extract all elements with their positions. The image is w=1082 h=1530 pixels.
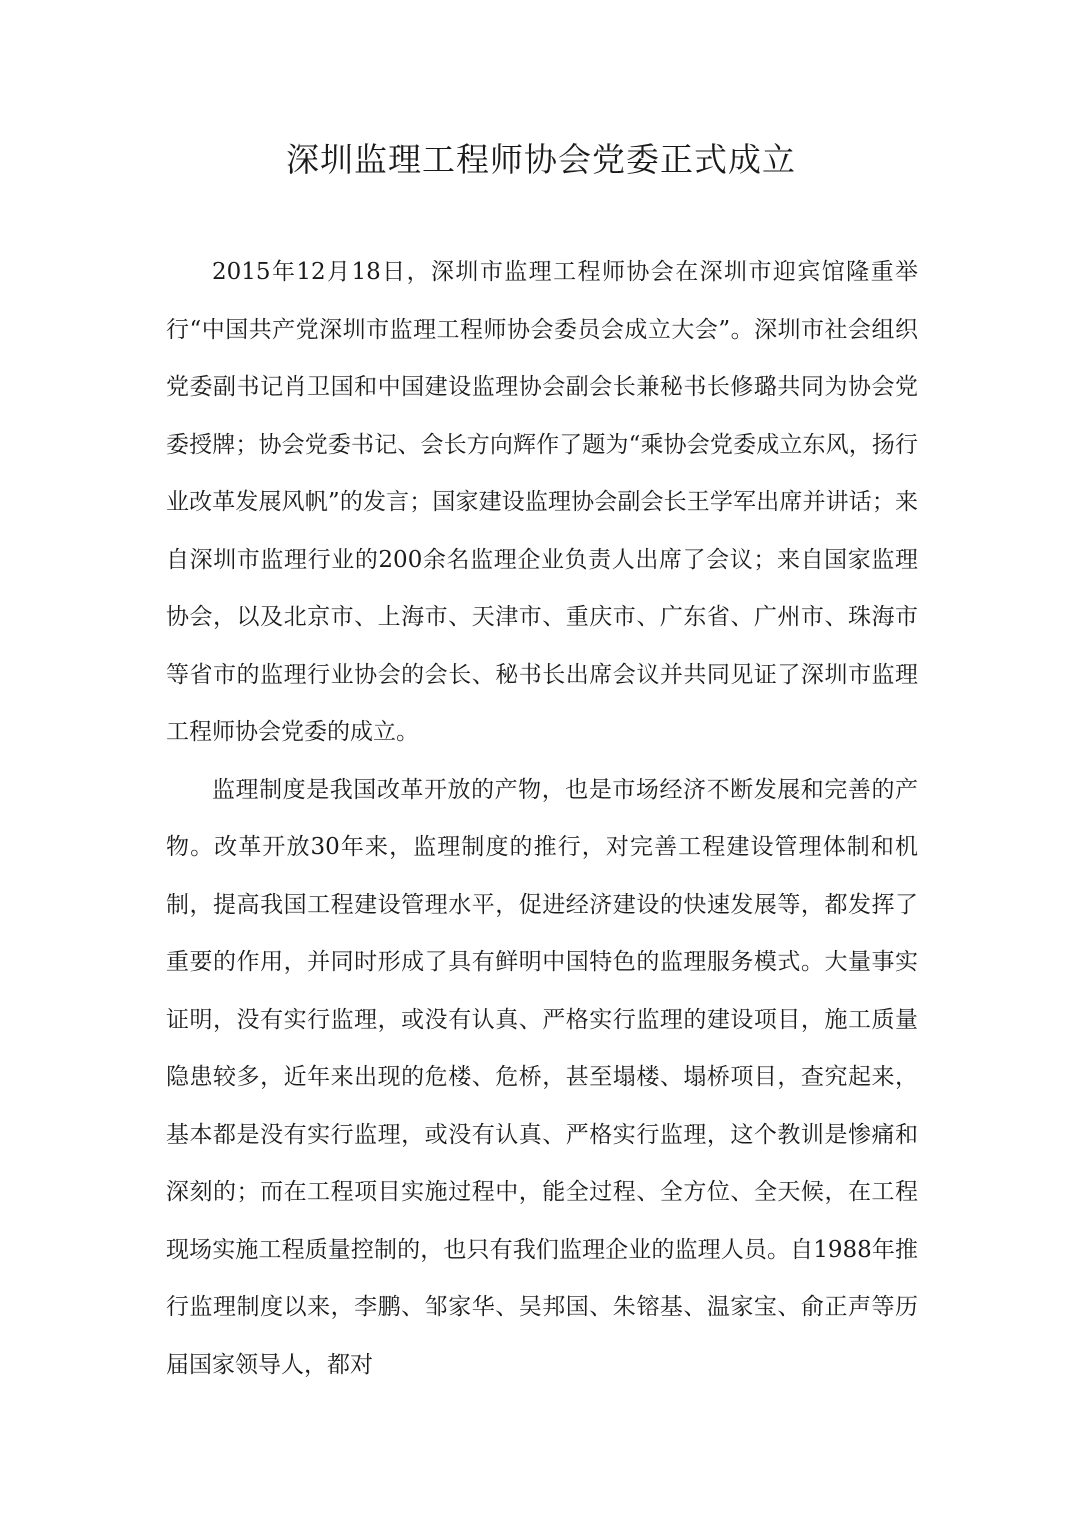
document-title: 深圳监理工程师协会党委正式成立: [286, 140, 796, 179]
document-body: [166, 244, 918, 1394]
paragraph-2: 监理制度是我国改革开放的产物，也是市场经济不断发展和完善的产物。改革开放30年来，监理制度的推行，对完善工程建设管理体制和机制，提高我国工程建设管理水平，促进经济建设的快速发展等，都发挥了重要的作用，并同时形成了具有鲜明中国特色的监理服务模式。大量事实证明，没有实行监理，或没有认真、严格实行监理的建设项目，施工质量隐患较多，近年来出现的危楼、危桥，甚至塌楼、塌桥项目，查究起来，基本都是没有实行监理，或没有认真、严格实行监理，这个教训是惨痛和深刻的；而在工程项目实施过程中，能全过程、全方位、全天候，在工程现场实施工程质量控制的，也只有我们监理企业的监理人员。自1988年推行监理制度以来，李鹏、邹家华、吴邦国、朱镕基、温家宝、俞正声等历届国家领导人，都对: [166, 776, 918, 1378]
paragraph-1: 2015年12月18日，深圳市监理工程师协会在深圳市迎宾馆隆重举行“中国共产党深圳市监理工程师协会委员会成立大会”。深圳市社会组织党委副书记肖卫国和中国建设监理协会副会长兼秘书长修璐共同为协会党委授牌；协会党委书记、会长方向辉作了题为“乘协会党委成立东风，扬行业改革发展风帆”的发言；国家建设监理协会副会长王学军出席并讲话；来自深圳市监理行业的200余名监理企业负责人出席了会议；来自国家监理协会，以及北京市、上海市、天津市、重庆市、广东省、广州市、珠海市等省市的监理行业协会的会长、秘书长出席会议并共同见证了深圳市监理工程师协会党委的成立。: [166, 259, 918, 745]
